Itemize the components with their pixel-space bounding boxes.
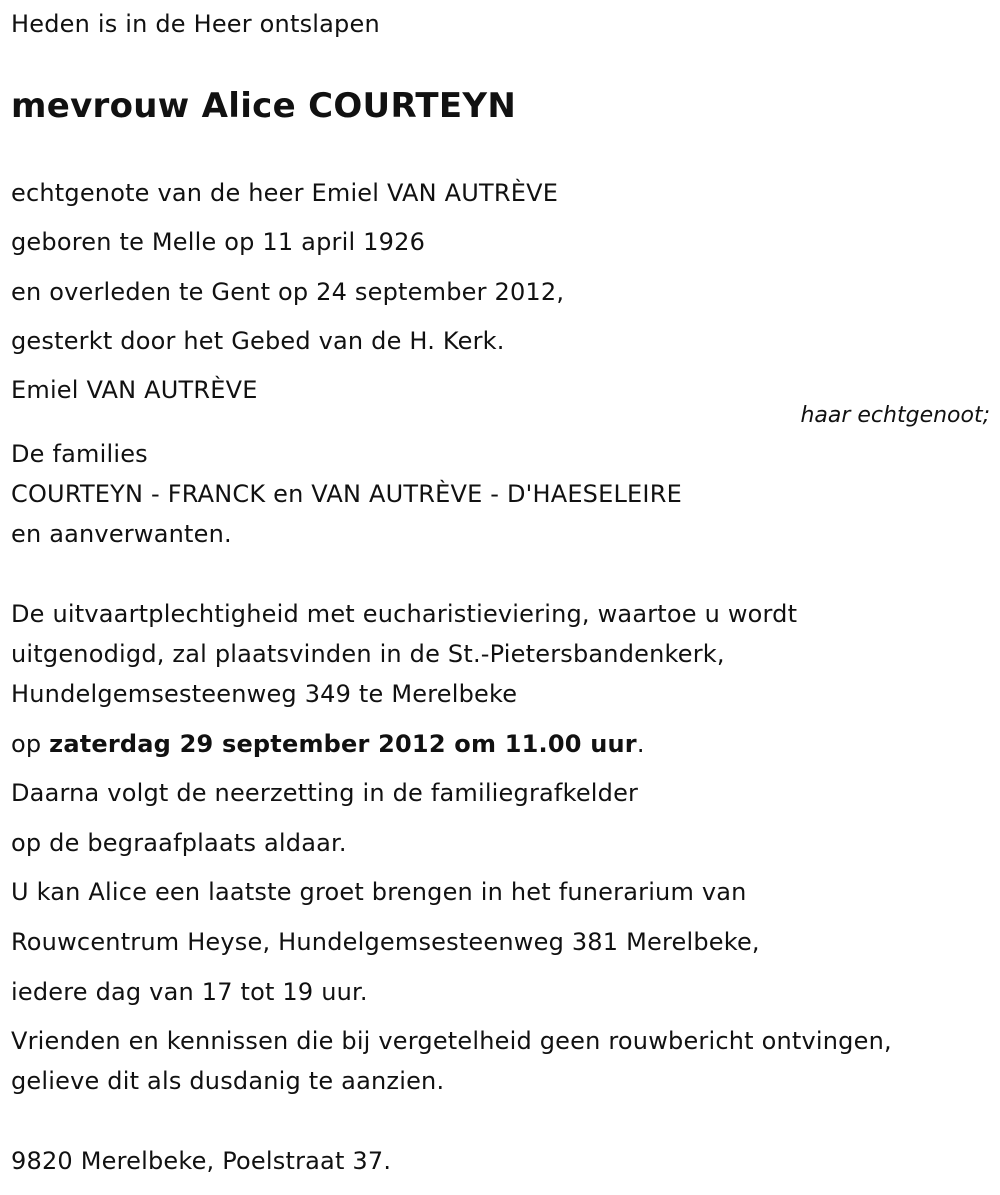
address: 9820 Merelbeke, Poelstraat 37. (11, 1147, 392, 1175)
date-prefix: op (11, 730, 50, 758)
burial-line: Daarna volgt de neerzetting in de familiegrafkelder (11, 779, 639, 807)
visitation-line: Rouwcentrum Heyse, Hundelgemsesteenweg 381 Merelbeke, (11, 928, 760, 956)
ceremony-line: Hundelgemsesteenweg 349 te Merelbeke (11, 680, 518, 708)
ceremony-line: uitgenodigd, zal plaatsvinden in de St.-Pietersbandenkerk, (11, 640, 725, 668)
relatives-text: en aanverwanten. (11, 520, 232, 548)
notice-line: Vrienden en kennissen die bij vergetelheid geen rouwbericht ontvingen, (11, 1027, 892, 1055)
families-names: COURTEYN - FRANCK en VAN AUTRÈVE - D'HAESELEIRE (11, 480, 682, 508)
deceased-name: mevrouw Alice COURTEYN (11, 86, 517, 126)
visitation-line: U kan Alice een laatste groet brengen in het funerarium van (11, 878, 747, 906)
families-label: De families (11, 440, 148, 468)
date-bold: zaterdag 29 september 2012 om 11.00 uur (49, 730, 637, 758)
visitation-line: iedere dag van 17 tot 19 uur. (11, 978, 368, 1006)
burial-line: op de begraafplaats aldaar. (11, 829, 347, 857)
notice-line: gelieve dit als dusdanig te aanzien. (11, 1067, 445, 1095)
detail-death: en overleden te Gent op 24 september 2012, (11, 278, 565, 306)
spouse-role: haar echtgenoot; (800, 403, 990, 428)
date-suffix: . (636, 730, 645, 758)
detail-blessing: gesterkt door het Gebed van de H. Kerk. (11, 327, 505, 355)
ceremony-date (11, 724, 645, 764)
spouse-name: Emiel VAN AUTRÈVE (11, 376, 258, 404)
intro-text: Heden is in de Heer ontslapen (11, 10, 380, 38)
detail-spouse: echtgenote van de heer Emiel VAN AUTRÈVE (11, 179, 559, 207)
detail-birth: geboren te Melle op 11 april 1926 (11, 228, 426, 256)
ceremony-line: De uitvaartplechtigheid met eucharistieviering, waartoe u wordt (11, 600, 798, 628)
